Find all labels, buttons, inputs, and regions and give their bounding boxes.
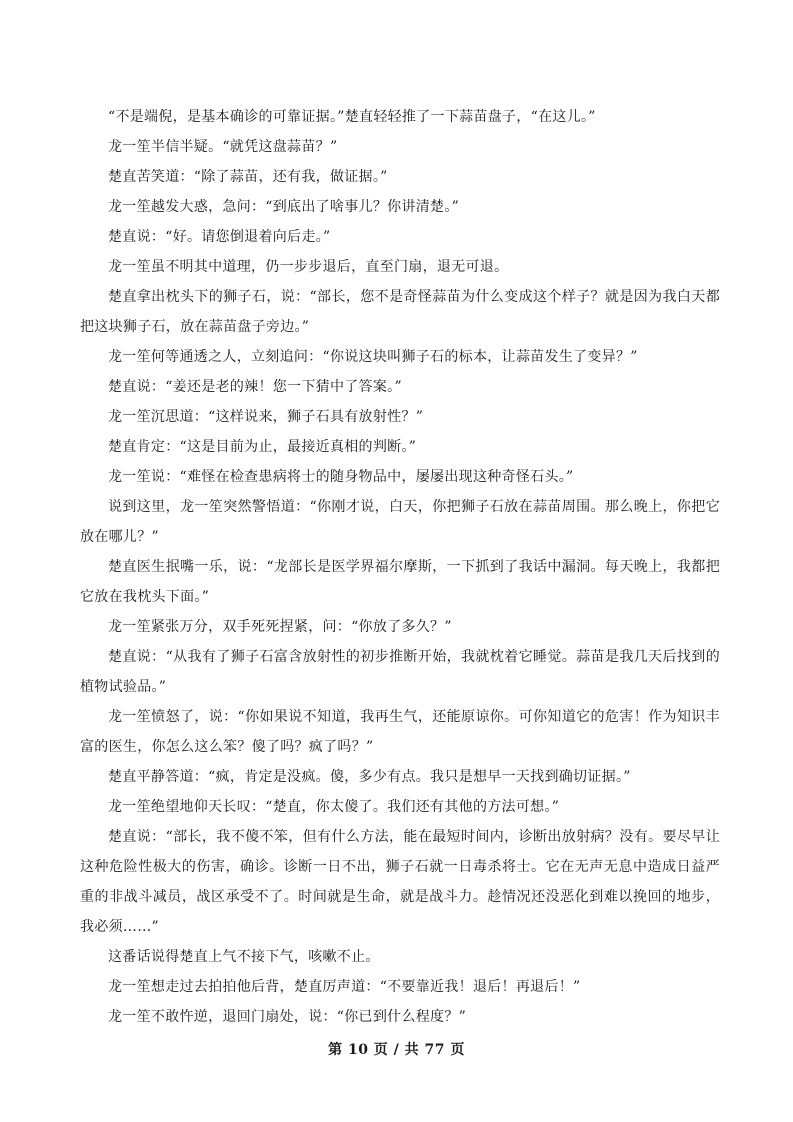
document-body	[80, 102, 720, 1032]
paragraph: 说到这里，龙一笙突然警悟道：“你刚才说，白天，你把狮子石放在蒜苗周围。那么晚上，你把它放在哪儿？”	[80, 499, 720, 545]
paragraph: 龙一笙愤怒了，说：“你如果说不知道，我再生气，还能原谅你。可你知道它的危害！作为知识丰富的医生，你怎么这么笨？傻了吗？疯了吗？”	[80, 709, 720, 755]
paragraph: 龙一笙紧张万分，双手死死捏紧，问：“你放了多久？”	[108, 619, 452, 635]
paragraph: “不是端倪，是基本确诊的可靠证据。”楚直轻轻推了一下蒜苗盘子，“在这儿。”	[108, 109, 596, 125]
paragraph: 龙一笙越发大惑，急问：“到底出了啥事儿？你讲清楚。”	[108, 199, 460, 215]
paragraph: 楚直说：“好。请您倒退着向后走。”	[108, 229, 331, 245]
page-number-footer: 第 10 页 / 共 77 页	[328, 1042, 465, 1058]
paragraph: 楚直肯定：“这是目前为止，最接近真相的判断。”	[108, 439, 417, 455]
paragraph: 这番话说得楚直上气不接下气，咳嗽不止。	[108, 949, 380, 965]
paragraph: 楚直说：“部长，我不傻不笨，但有什么方法，能在最短时间内，诊断出放射病？没有。要尽早让这种危险性极大的伤害，确诊。诊断一日不出，狮子石就一日毒杀将士。它在无声无息中造成日益严重的非战斗减员，战区承受不了。时间就是生命，就是战斗力。趁情况还没恶化到难以挽回的地步，我必须……”	[80, 829, 720, 935]
paragraph: 楚直说：“从我有了狮子石富含放射性的初步推断开始，我就枕着它睡觉。蒜苗是我几天后找到的植物试验品。”	[80, 649, 720, 695]
paragraph: 龙一笙想走过去拍拍他后背，楚直厉声道：“不要靠近我！退后！再退后！”	[108, 979, 581, 995]
paragraph: 楚直说：“姜还是老的辣！您一下猜中了答案。”	[108, 379, 402, 395]
paragraph: 龙一笙说：“难怪在检查患病将士的随身物品中，屡屡出现这种奇怪石头。”	[108, 469, 574, 485]
paragraph: 楚直平静答道：“疯，肯定是没疯。傻，多少有点。我只是想早一天找到确切证据。”	[108, 769, 631, 785]
paragraph: 楚直医生抿嘴一乐，说：“龙部长是医学界福尔摩斯，一下抓到了我话中漏洞。每天晚上，我都把它放在我枕头下面。”	[80, 559, 720, 605]
paragraph: 楚直拿出枕头下的狮子石，说：“部长，您不是奇怪蒜苗为什么变成这个样子？就是因为我白天都把这块狮子石，放在蒜苗盘子旁边。”	[80, 289, 720, 335]
paragraph: 龙一笙不敢忤逆，退回门扇处，说：“你已到什么程度？”	[108, 1009, 467, 1025]
paragraph: 龙一笙虽不明其中道理，仍一步步退后，直至门扇，退无可退。	[108, 259, 509, 275]
paragraph: 龙一笙半信半疑。“就凭这盘蒜苗？”	[108, 139, 338, 155]
paragraph: 龙一笙何等通透之人，立刻追问：“你说这块叫狮子石的标本，让蒜苗发生了变异？”	[108, 349, 638, 365]
paragraph: 楚直苦笑道：“除了蒜苗，还有我，做证据。”	[108, 169, 388, 185]
paragraph: 龙一笙沉思道：“这样说来，狮子石具有放射性？”	[108, 409, 424, 425]
paragraph: 龙一笙绝望地仰天长叹：“楚直，你太傻了。我们还有其他的方法可想。”	[108, 799, 560, 815]
